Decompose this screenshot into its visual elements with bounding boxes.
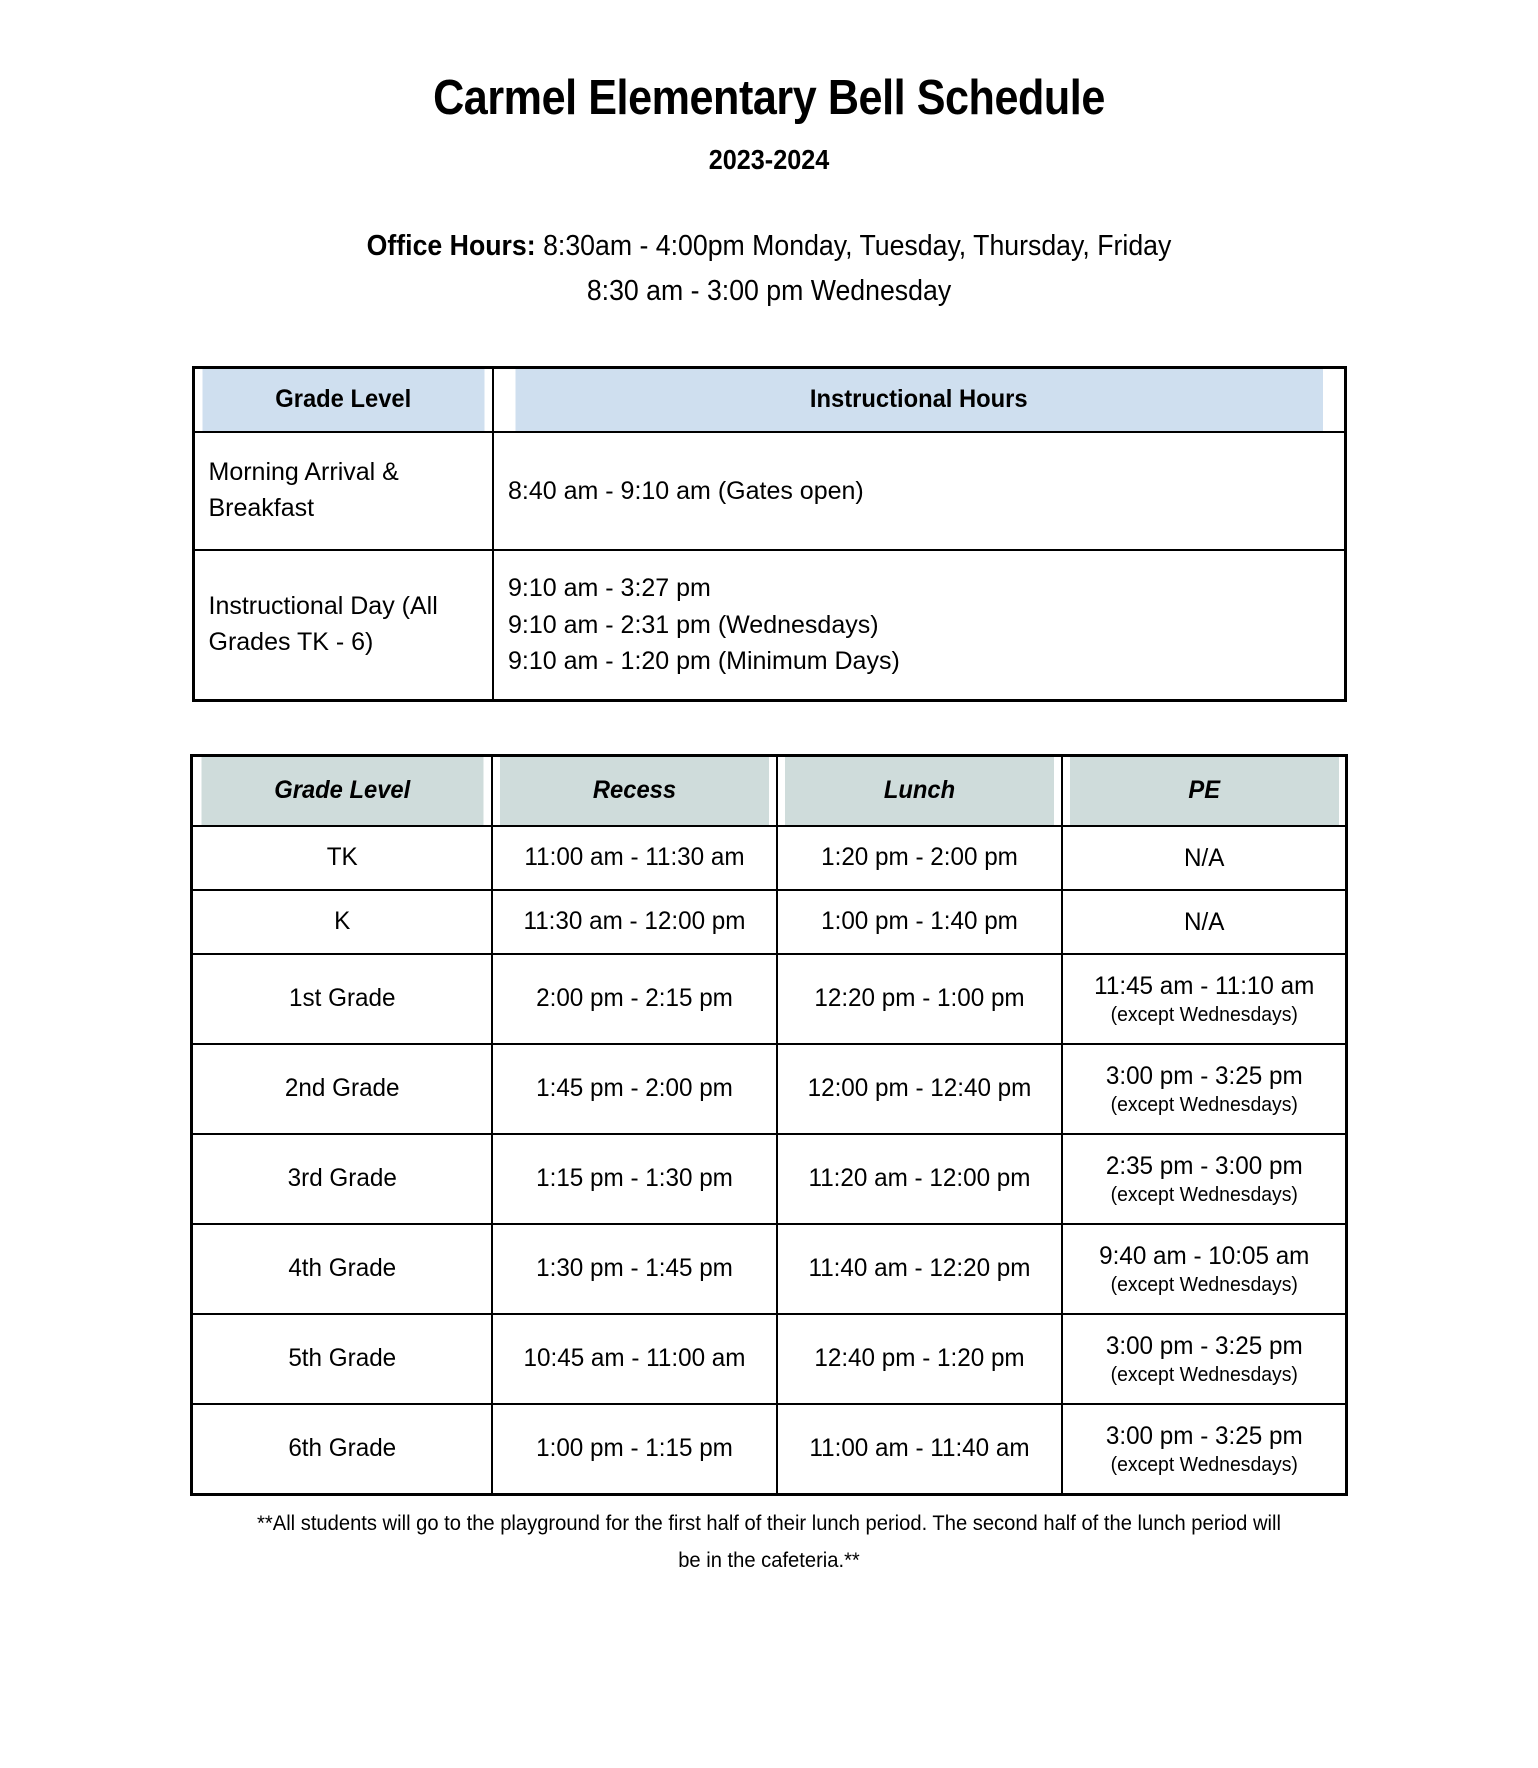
table-row bbox=[192, 1044, 1347, 1134]
pe-note: (except Wednesdays) bbox=[1110, 1183, 1298, 1206]
footnote-line-1: **All students will go to the playground for the first half of their lunch period. The second half of the lunch period will bbox=[257, 1511, 1281, 1535]
column-header-grade-level: Grade Level bbox=[199, 755, 484, 826]
footnote bbox=[123, 1496, 1415, 1580]
cell-lunch: 11:40 am - 12:20 pm bbox=[781, 1224, 1057, 1314]
row-label-instructional-day: Instructional Day (All Grades TK - 6) bbox=[193, 550, 493, 701]
table-row bbox=[192, 890, 1347, 954]
pe-note: (except Wednesdays) bbox=[1110, 1003, 1298, 1026]
row-label-morning-arrival: Morning Arrival & Breakfast bbox=[193, 432, 493, 550]
cell-lunch: 1:00 pm - 1:40 pm bbox=[781, 890, 1057, 954]
footnote-line-2: be in the cafeteria.** bbox=[678, 1548, 860, 1572]
cell-lunch: 12:00 pm - 12:40 pm bbox=[781, 1044, 1057, 1134]
cell-pe bbox=[1066, 1224, 1342, 1314]
cell-pe bbox=[1066, 1134, 1342, 1224]
pe-note: (except Wednesdays) bbox=[1110, 1453, 1298, 1476]
cell-grade-level: 4th Grade bbox=[196, 1224, 487, 1314]
table-row bbox=[192, 1224, 1347, 1314]
cell-pe bbox=[1066, 890, 1342, 954]
table-header-row bbox=[192, 755, 1347, 826]
cell-pe bbox=[1066, 1314, 1342, 1404]
cell-pe bbox=[1066, 1404, 1342, 1495]
cell-lunch: 11:00 am - 11:40 am bbox=[781, 1404, 1057, 1495]
cell-pe bbox=[1066, 1044, 1342, 1134]
pe-time: 3:00 pm - 3:25 pm bbox=[1105, 1062, 1303, 1091]
cell-lunch: 1:20 pm - 2:00 pm bbox=[781, 826, 1057, 890]
column-header-grade-level: Grade Level bbox=[201, 367, 486, 432]
column-header-pe: PE bbox=[1069, 755, 1340, 826]
office-hours-line-1: 8:30am - 4:00pm Monday, Tuesday, Thursday, Friday bbox=[535, 229, 1172, 262]
table-row bbox=[192, 1314, 1347, 1404]
pe-time: N/A bbox=[1183, 843, 1224, 872]
cell-grade-level: 1st Grade bbox=[196, 954, 487, 1044]
cell-pe bbox=[1066, 826, 1342, 890]
row-value-instructional-day: 9:10 am - 3:27 pm 9:10 am - 2:31 pm (Wednesdays) 9:10 am - 1:20 pm (Minimum Days) bbox=[493, 550, 1345, 701]
cell-recess: 11:00 am - 11:30 am bbox=[496, 826, 772, 890]
table-row bbox=[193, 432, 1345, 550]
table-header-row bbox=[193, 367, 1345, 432]
pe-time: 3:00 pm - 3:25 pm bbox=[1105, 1422, 1303, 1451]
pe-note: (except Wednesdays) bbox=[1110, 1273, 1298, 1296]
recess-lunch-pe-table bbox=[190, 754, 1348, 1496]
cell-grade-level: 3rd Grade bbox=[196, 1134, 487, 1224]
page-title: Carmel Elementary Bell Schedule bbox=[433, 71, 1105, 125]
table-row bbox=[193, 550, 1345, 701]
pe-time: 2:35 pm - 3:00 pm bbox=[1105, 1152, 1303, 1181]
cell-recess: 1:30 pm - 1:45 pm bbox=[496, 1224, 772, 1314]
pe-time: 9:40 am - 10:05 am bbox=[1098, 1242, 1309, 1271]
cell-grade-level: 6th Grade bbox=[196, 1404, 487, 1495]
table-row bbox=[192, 826, 1347, 890]
pe-time: N/A bbox=[1183, 907, 1224, 936]
cell-recess: 1:15 pm - 1:30 pm bbox=[496, 1134, 772, 1224]
cell-recess: 2:00 pm - 2:15 pm bbox=[496, 954, 772, 1044]
cell-grade-level: TK bbox=[196, 826, 487, 890]
office-hours-block bbox=[150, 176, 1388, 314]
cell-recess: 1:00 pm - 1:15 pm bbox=[496, 1404, 772, 1495]
cell-grade-level: 5th Grade bbox=[196, 1314, 487, 1404]
instructional-hours-table bbox=[192, 366, 1347, 702]
table-row bbox=[192, 954, 1347, 1044]
cell-lunch: 12:20 pm - 1:00 pm bbox=[781, 954, 1057, 1044]
office-hours-line-2: 8:30 am - 3:00 pm Wednesday bbox=[586, 274, 952, 307]
cell-grade-level: 2nd Grade bbox=[196, 1044, 487, 1134]
cell-grade-level: K bbox=[196, 890, 487, 954]
column-header-lunch: Lunch bbox=[784, 755, 1055, 826]
cell-recess: 11:30 am - 12:00 pm bbox=[496, 890, 772, 954]
cell-recess: 1:45 pm - 2:00 pm bbox=[496, 1044, 772, 1134]
cell-recess: 10:45 am - 11:00 am bbox=[496, 1314, 772, 1404]
table-row bbox=[192, 1404, 1347, 1495]
pe-note: (except Wednesdays) bbox=[1110, 1363, 1298, 1386]
cell-lunch: 12:40 pm - 1:20 pm bbox=[781, 1314, 1057, 1404]
cell-pe bbox=[1066, 954, 1342, 1044]
table-row bbox=[192, 1134, 1347, 1224]
pe-note: (except Wednesdays) bbox=[1110, 1093, 1298, 1116]
row-value-morning-arrival: 8:40 am - 9:10 am (Gates open) bbox=[493, 432, 1345, 550]
pe-time: 3:00 pm - 3:25 pm bbox=[1105, 1332, 1303, 1361]
cell-lunch: 11:20 am - 12:00 pm bbox=[781, 1134, 1057, 1224]
column-header-recess: Recess bbox=[499, 755, 770, 826]
school-year-subtitle: 2023-2024 bbox=[708, 143, 830, 175]
office-hours-label: Office Hours: bbox=[366, 229, 536, 262]
column-header-instructional-hours: Instructional Hours bbox=[514, 367, 1323, 432]
pe-time: 11:45 am - 11:10 am bbox=[1093, 972, 1314, 1001]
